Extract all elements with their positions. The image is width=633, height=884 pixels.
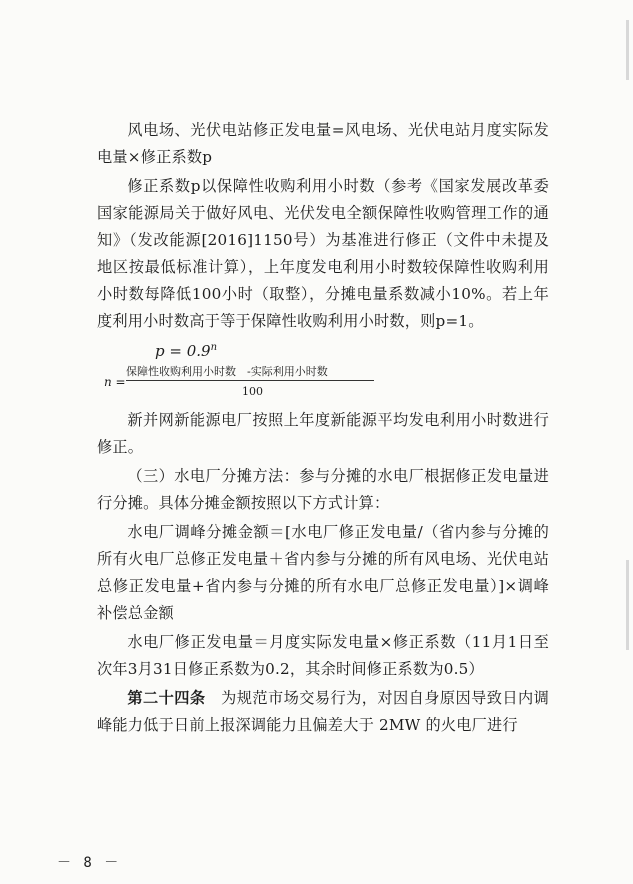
fraction-bar [126, 380, 374, 381]
formula-n-lhs: n = [104, 375, 126, 389]
formula-p-lhs: p = 0.9 [155, 342, 211, 360]
article-body: 为规范市场交易行为，对因自身原因导致日内调峰能力低于日前上报深调能力且偏差大于 2MW 的火电厂进行 [97, 689, 550, 734]
paragraph-new-grid-plants: 新并网新能源电厂按照上年度新能源平均发电利用小时数进行修正。 [97, 411, 549, 456]
formula-p [155, 337, 549, 359]
paragraph-hydro-method: （三）水电厂分摊方法：参与分摊的水电厂根据修正发电量进行分摊。具体分摊金额按照以下方式计算： [97, 467, 549, 512]
page-number: － 8 － [57, 855, 121, 871]
formula-n [104, 363, 549, 407]
formula-denominator: 100 [242, 385, 263, 398]
article-heading: 第二十四条 [127, 689, 206, 707]
formula-p-exponent: n [210, 342, 218, 353]
formula-numerator: 保障性收购利用小时数 -实际利用小时数 [126, 365, 328, 378]
document-body [97, 117, 549, 739]
scan-edge-mark [626, 20, 629, 80]
paragraph-correction-coefficient: 修正系数p以保障性收购利用小时数（参考《国家发展改革委国家能源局关于做好风电、光伏发电全额保障性收购管理工作的通知》（发改能源[2016]1150号）为基准进行修正（文件中未提及地区按最低标准计算），上年度发电利用小时数较保障性收购利用小时数每降低100小时（取整），分摊电量系数减小10%。若上年度利用小时数高于等于保障性收购利用小时数，则p=1。 [97, 177, 549, 330]
paragraph-wind-solar-correction: 风电场、光伏电站修正发电量=风电场、光伏电站月度实际发电量×修正系数p [97, 121, 549, 166]
paragraph-hydro-corrected-generation: 水电厂修正发电量＝月度实际发电量×修正系数（11月1日至次年3月31日修正系数为0.2，其余时间修正系数为0.5） [97, 633, 549, 678]
paragraph-article-24 [97, 685, 549, 739]
paragraph-hydro-amount: 水电厂调峰分摊金额＝[水电厂修正发电量/（省内参与分摊的所有火电厂总修正发电量＋省内参与分摊的所有风电场、光伏电站总修正发电量+省内参与分摊的所有水电厂总修正发电量）]×调峰补偿总金额 [97, 523, 549, 622]
scan-edge-mark [626, 560, 629, 650]
